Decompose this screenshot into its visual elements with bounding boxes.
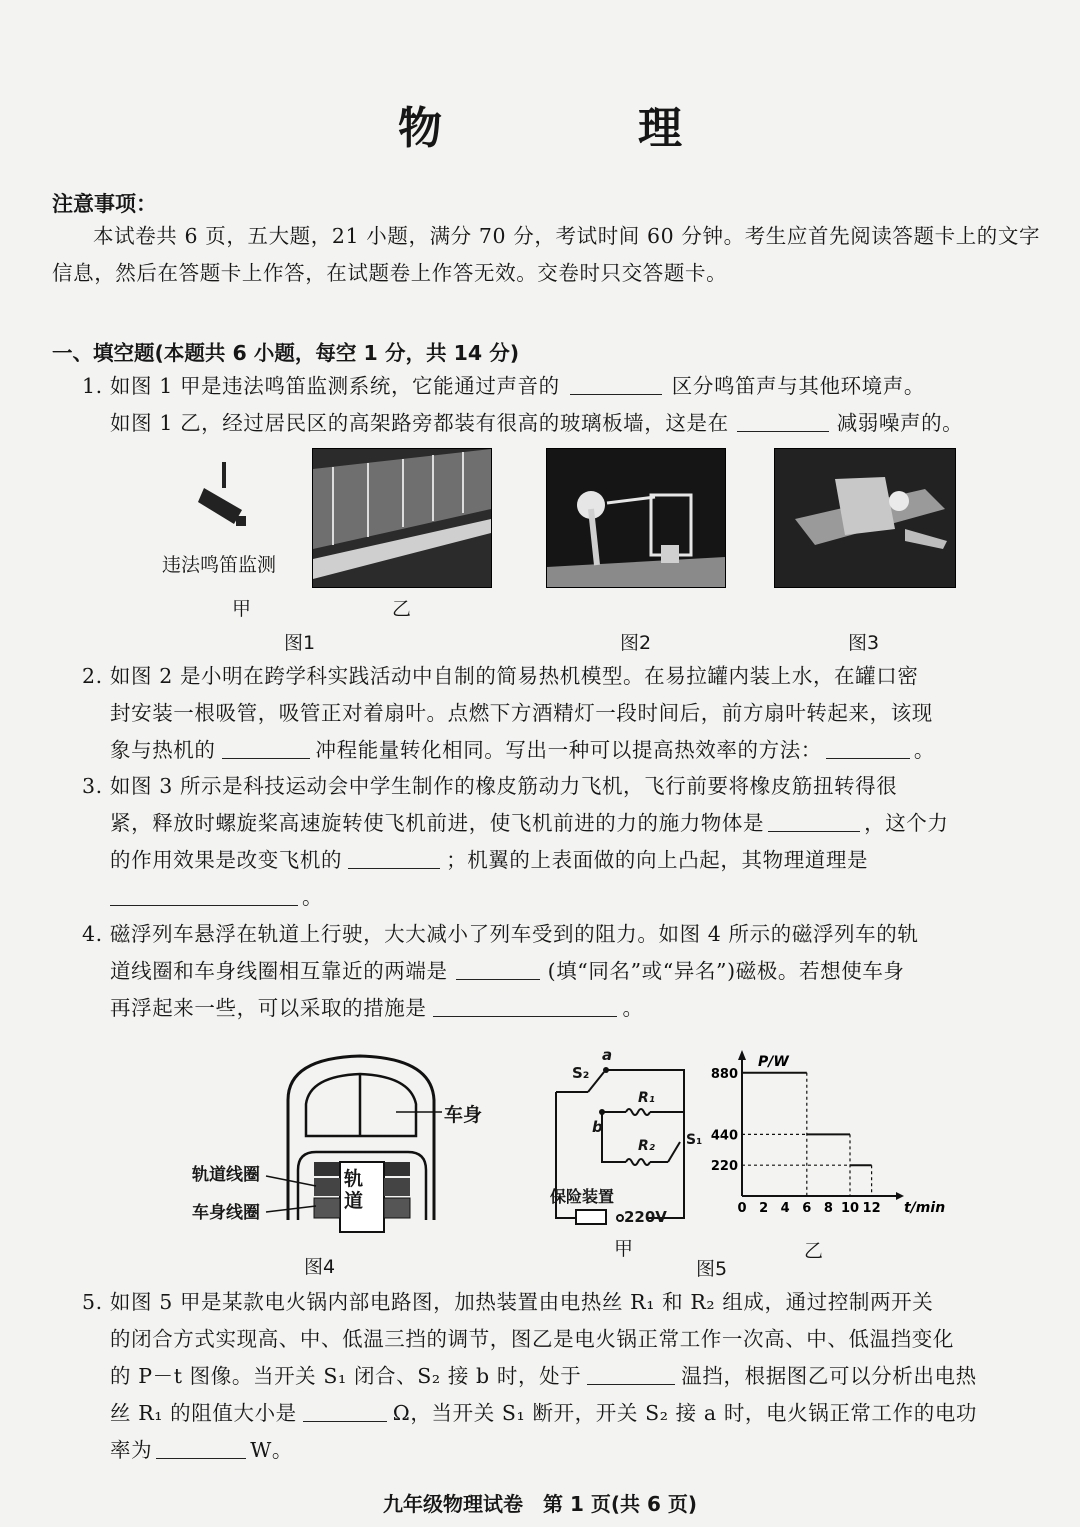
q2-line3-b: 冲程能量转化相同。写出一种可以提高热效率的方法：	[315, 738, 822, 762]
q2-line2: 封安装一根吸管，吸管正对着扇叶。点燃下方酒精灯一段时间后，前方扇叶转起来，该现	[110, 701, 933, 725]
fig3-caption: 图3	[848, 632, 880, 654]
fig1-highway-photo	[312, 448, 492, 588]
fig5-r2-label: R₂	[638, 1138, 655, 1154]
fig4-caption: 图4	[304, 1256, 336, 1278]
answer-blank	[570, 372, 662, 395]
answer-blank	[303, 1399, 387, 1422]
answer-blank	[587, 1362, 675, 1385]
fig4-track-label: 轨道	[344, 1168, 364, 1212]
answer-blank	[348, 846, 440, 869]
x-tick-label: 8	[823, 1201, 833, 1216]
q5-line4-b: Ω，当开关 S₁ 断开，开关 S₂ 接 a 时，电火锅正常工作的电功	[392, 1401, 978, 1425]
x-tick-label: 0	[737, 1201, 747, 1216]
fig4-body-coil-label: 车身线圈	[192, 1203, 260, 1223]
fig5-s2-label: S₂	[572, 1064, 590, 1082]
q3-line2-b: ，这个力	[864, 811, 949, 835]
answer-blank	[433, 994, 617, 1017]
fig5-b-label: b	[592, 1118, 603, 1136]
fig5-a-label: a	[602, 1046, 613, 1064]
q2-line1: 2. 如图 2 是小明在跨学科实践活动中自制的简易热机模型。在易拉罐内装上水，在罐口密	[82, 664, 919, 688]
x-axis-label: t/min	[904, 1200, 946, 1216]
fig2-heat-engine-photo	[546, 448, 726, 588]
q1-line2-b: 减弱噪声的。	[836, 411, 964, 435]
fig5-voltage-label: 220V	[624, 1208, 667, 1226]
q5-line5-b: W。	[250, 1438, 293, 1462]
q4-line2-b: (填“同名”或“异名”)磁极。若想使车身	[547, 959, 905, 983]
x-tick-label: 12	[862, 1201, 881, 1216]
fig1-monitor-label: 违法鸣笛监测	[162, 554, 277, 576]
notice-body: 本试卷共 6 页，五大题，21 小题，满分 70 分，考试时间 60 分钟。考生应首先阅读答题卡上的文字信息，然后在答题卡上作答，在试题卷上作答无效。交卷时只交答题卡。	[52, 224, 1041, 285]
question-3	[82, 768, 1037, 916]
answer-blank	[156, 1436, 246, 1459]
answer-blank	[456, 957, 540, 980]
q5-line5-a: 率为	[110, 1438, 153, 1462]
q4-line1: 4. 磁浮列车悬浮在轨道上行驶，大大减小了列车受到的阻力。如图 4 所示的磁浮列车的轨	[82, 922, 919, 946]
q1-line2-a: 如图 1 乙，经过居民区的高架路旁都装有很高的玻璃板墙，这是在	[110, 411, 729, 435]
section-heading: 一、填空题(本题共 6 小题，每空 1 分，共 14 分)	[52, 341, 520, 365]
q3-line3-b: ；机翼的上表面做的向上凸起，其物理道理是	[446, 848, 869, 872]
fig5-caption: 图5	[696, 1258, 728, 1280]
q5-line4-a: 丝 R₁ 的阻值大小是	[110, 1401, 297, 1425]
y-axis-label: P/W	[758, 1054, 789, 1070]
q5-line3-a: 的 P－t 图像。当开关 S₁ 闭合、S₂ 接 b 时，处于	[110, 1364, 582, 1388]
fig2-caption: 图2	[620, 632, 652, 654]
fig5-fuse-label: 保险装置	[550, 1187, 615, 1206]
y-tick-label: 880	[710, 1066, 738, 1082]
q3-line2-a: 紧，释放时螺旋桨高速旋转使飞机前进，使飞机前进的力的施力物体是	[110, 811, 765, 835]
answer-blank	[222, 736, 310, 759]
fig1-yi-label: 乙	[392, 598, 412, 620]
q5-line3-b: 温挡，根据图乙可以分析出电热	[681, 1364, 977, 1388]
q3-line1: 3. 如图 3 所示是科技运动会中学生制作的橡皮筋动力飞机，飞行前要将橡皮筋扭转得很	[82, 774, 898, 798]
fig5-power-chart	[706, 1044, 946, 1224]
q1-line1-b: 区分鸣笛声与其他环境声。	[671, 374, 925, 398]
q4-line3-b: 。	[622, 996, 644, 1020]
fig5-jia-label: 甲	[614, 1238, 634, 1260]
fig4-track-coil-label: 轨道线圈	[192, 1165, 260, 1185]
question-1	[82, 368, 1037, 442]
y-axis-arrow	[738, 1050, 746, 1060]
page-title: 物 理	[398, 103, 758, 154]
question-2	[82, 658, 1037, 769]
q2-line3-a: 象与热机的	[110, 738, 216, 762]
fig5-yi-label: 乙	[804, 1240, 824, 1262]
y-tick-label: 440	[710, 1128, 738, 1144]
fig1-caption: 图1	[284, 632, 316, 654]
q5-line1: 5. 如图 5 甲是某款电火锅内部电路图，加热装置由电热丝 R₁ 和 R₂ 组成，通过控制两开关	[82, 1290, 934, 1314]
q5-line2: 的闭合方式实现高、中、低温三挡的调节，图乙是电火锅正常工作一次高、中、低温挡变化	[110, 1327, 954, 1351]
fig5-s1-label: S₁	[686, 1132, 703, 1148]
question-4	[82, 916, 1037, 1027]
answer-blank	[110, 883, 298, 906]
answer-blank	[826, 736, 910, 759]
answer-blank	[768, 809, 860, 832]
answer-blank	[737, 409, 829, 432]
question-5	[82, 1284, 1037, 1469]
camera-icon	[196, 458, 266, 538]
x-tick-label: 10	[840, 1201, 860, 1216]
q1-line1-a: 1. 如图 1 甲是违法鸣笛监测系统，它能通过声音的	[82, 374, 560, 398]
q4-line3-a: 再浮起来一些，可以采取的措施是	[110, 996, 427, 1020]
q2-line3-c: 。	[913, 738, 936, 762]
q3-line3-a: 的作用效果是改变飞机的	[110, 848, 343, 872]
y-tick-label: 220	[710, 1159, 738, 1175]
fig3-plane-photo	[774, 448, 956, 588]
x-tick-label: 2	[759, 1201, 769, 1216]
x-tick-label: 4	[780, 1201, 790, 1216]
q3-line4: 。	[302, 885, 324, 909]
notice-heading: 注意事项：	[52, 192, 157, 216]
fig4-body-label: 车身	[444, 1104, 483, 1126]
x-tick-label: 6	[802, 1201, 812, 1216]
x-axis-arrow	[896, 1192, 904, 1200]
fig5-r1-label: R₁	[638, 1090, 655, 1106]
q4-line2-a: 道线圈和车身线圈相互靠近的两端是	[110, 959, 448, 983]
fig1-jia-label: 甲	[232, 598, 252, 620]
page-footer: 九年级物理试卷 第 1 页(共 6 页)	[383, 1492, 697, 1516]
